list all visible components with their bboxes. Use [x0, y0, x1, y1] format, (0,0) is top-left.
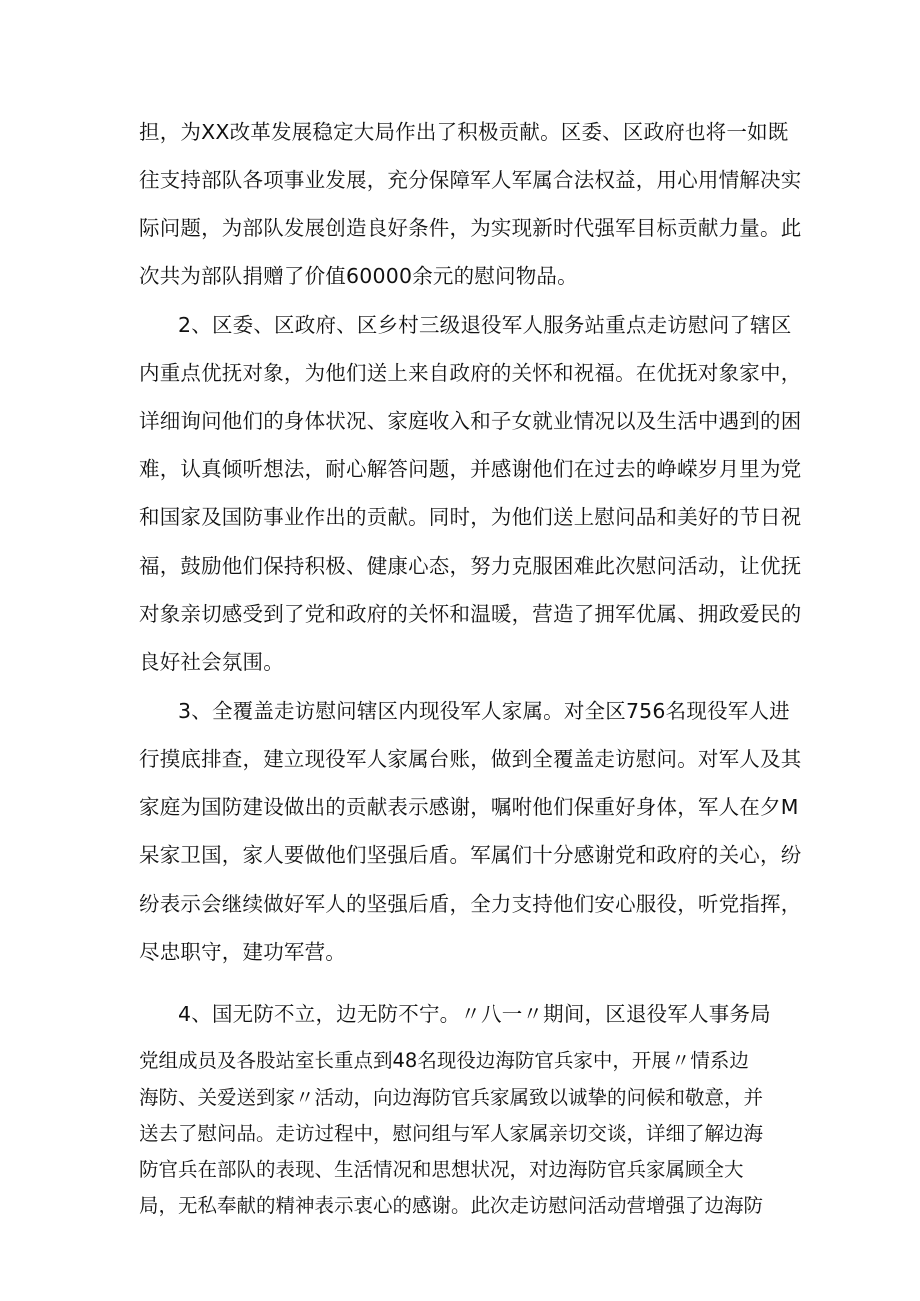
paragraph-2-line-7: 对象亲切感受到了党和政府的关怀和温暖，营造了拥军优属、拥政爱民的	[139, 602, 802, 626]
paragraph-3-line-2: 行摸底排查，建立现役军人家属台账，做到全覆盖走访慰问。对军人及其	[139, 747, 802, 771]
paragraph-2-line-1: 2、区委、区政府、区乡村三级退役军人服务站重点走访慰问了辖区	[178, 313, 792, 337]
paragraph-1-line-3: 际问题，为部队发展创造良好条件，为实现新时代强军目标贡献力量。此	[139, 216, 802, 240]
paragraph-2-line-5: 和国家及国防事业作出的贡献。同时，为他们送上慰问品和美好的节日祝	[139, 505, 802, 529]
paragraph-1-line-2: 往支持部队各项事业发展，充分保障军人军属合法权益，用心用情解决实	[139, 168, 802, 192]
paragraph-2-line-2: 内重点优抚对象，为他们送上来自政府的关怀和祝福。在优抚对象家中，	[139, 361, 802, 385]
paragraph-2-line-3: 详细询问他们的身体状况、家庭收入和子女就业情况以及生活中遇到的困	[139, 409, 802, 433]
paragraph-4-line-4: 送去了慰问品。走访过程中，慰问组与军人家属亲切交谈，详细了解边海	[139, 1122, 764, 1145]
paragraph-1-line-4: 次共为部队捐赠了价值60000余元的慰问物品。	[139, 264, 578, 288]
paragraph-4-line-6: 局，无私奉献的精神表示衷心的感谢。此次走访慰问活动营增强了边海防	[139, 1194, 764, 1217]
paragraph-4-line-5: 防官兵在部队的表现、生活情况和思想状况，对边海防官兵家属顾全大	[139, 1158, 744, 1181]
paragraph-3-line-4: 呆家卫国，家人要做他们坚强后盾。军属们十分感谢党和政府的关心，纷	[139, 843, 802, 867]
paragraph-4-line-3: 海防、关爱送到家〃活动，向边海防官兵家属致以诚挚的问候和敬意，并	[139, 1086, 764, 1109]
paragraph-1-line-1: 担，为XX改革发展稳定大局作出了积极贡献。区委、区政府也将一如既	[139, 120, 789, 144]
paragraph-2-line-8: 良好社会氛围。	[139, 650, 284, 674]
paragraph-4-line-2: 党组成员及各股站室长重点到48名现役边海防官兵家中，开展〃情系边	[139, 1049, 749, 1072]
paragraph-3-line-1: 3、全覆盖走访慰问辖区内现役军人家属。对全区756名现役军人进	[178, 699, 790, 723]
paragraph-2-line-6: 福，鼓励他们保持积极、健康心态，努力克服困难此次慰问活动，让优抚	[139, 554, 802, 578]
paragraph-2-line-4: 难，认真倾听想法，耐心解答问题，并感谢他们在过去的峥嵘岁月里为党	[139, 457, 802, 481]
paragraph-4-line-1: 4、国无防不立，边无防不宁。〃八一〃期间，区退役军人事务局	[178, 1002, 771, 1026]
paragraph-3-line-3: 家庭为国防建设做出的贡献表示感谢，嘱咐他们保重好身体，军人在夕M	[139, 795, 799, 819]
paragraph-3-line-5: 纷表示会继续做好军人的坚强后盾，全力支持他们安心服役，听党指挥，	[139, 892, 802, 916]
paragraph-3-line-6: 尽忠职守，建功军营。	[139, 940, 346, 964]
